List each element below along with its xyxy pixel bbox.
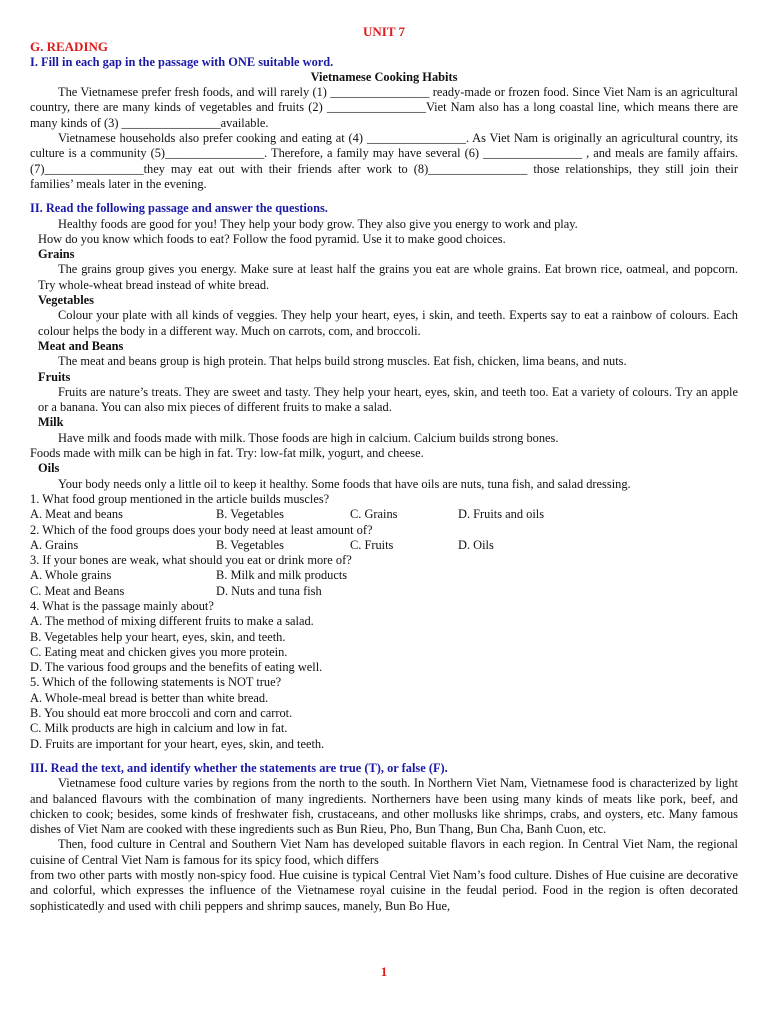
oils-heading: Oils (38, 461, 60, 476)
milk-text-2: Foods made with milk can be high in fat. Try: low-fat milk, yogurt, and cheese. (30, 446, 424, 461)
question-4: 4. What is the passage mainly about? (30, 598, 214, 613)
option-4d: D. The various food groups and the benefits of eating well. (30, 660, 323, 675)
meat-beans-text: The meat and beans group is high protein. That helps build strong muscles. Eat fish, chicken, lima beans, and nuts. (58, 354, 627, 369)
part1-heading: I. Fill in each gap in the passage with ONE suitable word. (30, 54, 334, 69)
milk-heading: Milk (38, 415, 64, 430)
grains-heading: Grains (38, 247, 75, 262)
option-4b: B. Vegetables help your heart, eyes, skin, and teeth. (30, 629, 286, 644)
page-number: 1 (380, 964, 388, 979)
oils-text: Your body needs only a little oil to keep it healthy. Some foods that have oils are nuts, tuna fish, and salad dressing. (58, 476, 631, 491)
question-2: 2. Which of the food groups does your body need at least amount of? (30, 522, 373, 537)
grains-text: The grains group gives you energy. Make sure at least half the grains you eat are whole grains. Eat brown rice, oatmeal, and popcorn. Try whole-wheat bread instead of white bread. (38, 262, 738, 292)
part3-paragraph-2: Then, food culture in Central and Southern Viet Nam has developed suitable flavors in each region. In Central Viet Nam, the regional cuisine of Central Viet Nam is famous for its spicy food, which differs (30, 837, 738, 867)
option-4a: A. The method of mixing different fruits to make a salad. (30, 614, 314, 629)
fruits-heading: Fruits (38, 369, 71, 384)
part1-paragraph-1: The Vietnamese prefer fresh foods, and will rarely (1) ________________ ready-made or frozen food. Since Viet Nam is an agricultural country, there are many kinds of vegetables and fruits (2) ________________Viet Nam also has a long coastal line, which means there are many kinds of (3) ________________available. (30, 85, 738, 130)
option-1c: C. Grains (350, 507, 398, 522)
question-3-options-row-2 (30, 584, 738, 599)
option-3b: B. Milk and milk products (216, 568, 348, 583)
option-1b: B. Vegetables (216, 507, 284, 522)
passage-title: Vietnamese Cooking Habits (310, 69, 458, 84)
option-5a: A. Whole-meal bread is better than white bread. (30, 690, 269, 705)
option-4c: C. Eating meat and chicken gives you more protein. (30, 644, 288, 659)
option-2b: B. Vegetables (216, 537, 284, 552)
part1-paragraph-2: Vietnamese households also prefer cooking and eating at (4) ________________. As Viet Nam is originally an agricultural country, its culture is a community (5)________________. Therefore, a family may have several (6) ________________ , and meals are family affairs. (7)________________they may eat out with their friends after work to (8)________________ those relationships, they still join their families’ meals later in the evening. (30, 131, 738, 191)
option-1a: A. Meat and beans (30, 507, 123, 522)
question-1: 1. What food group mentioned in the article builds muscles? (30, 491, 330, 506)
option-3d: D. Nuts and tuna fish (216, 583, 322, 598)
option-5b: B. You should eat more broccoli and corn and carrot. (30, 706, 293, 721)
part3-heading: III. Read the text, and identify whether the statements are true (T), or false (F). (30, 760, 448, 775)
question-2-options (30, 538, 738, 553)
unit-title: UNIT 7 (362, 24, 406, 39)
section-heading-reading: G. READING (30, 39, 109, 55)
option-2c: C. Fruits (350, 537, 394, 552)
option-5c: C. Milk products are high in calcium and low in fat. (30, 721, 288, 736)
option-3c: C. Meat and Beans (30, 583, 125, 598)
part2-intro-2: How do you know which foods to eat? Follow the food pyramid. Use it to make good choices. (38, 231, 506, 246)
part3-paragraph-3: from two other parts with mostly non-spicy food. Hue cuisine is typical Central Viet Nam’s food culture. Dishes of Hue cuisine are decorative and colorful, which expresses the influence of the Vietnamese royal cuisine in the feudal period. Food in the region is often decorated sophisticatedly and used with chili peppers and shrimp sauces, manely, Bun Bo Hue, (30, 868, 738, 913)
option-1d: D. Fruits and oils (458, 507, 545, 522)
option-2d: D. Oils (458, 537, 494, 552)
milk-text-1: Have milk and foods made with milk. Those foods are high in calcium. Calcium builds strong bones. (58, 430, 559, 445)
fruits-text: Fruits are nature’s treats. They are sweet and tasty. They help your heart, eyes, skin, and teeth too. Eat a variety of colours. Try an apple or a banana. You can also mix pieces of different fruits to make a salad. (38, 384, 738, 415)
vegetables-text: Colour your plate with all kinds of veggies. They help your heart, eyes, і skin, and teeth. Experts say to eat a rainbow of colours. Each colour helps the body in a different way. Much on carrots, com, and broccoli. (38, 308, 738, 338)
question-3-options-row-1 (30, 568, 738, 583)
meat-beans-heading: Meat and Beans (38, 338, 124, 353)
part2-intro-1: Healthy foods are good for you! They help your body grow. They also give you energy to work and play. (58, 216, 578, 231)
option-3a: A. Whole grains (30, 568, 112, 583)
vegetables-heading: Vegetables (38, 293, 94, 308)
option-5d: D. Fruits are important for your heart, eyes, skin, and teeth. (30, 736, 325, 751)
part3-paragraph-1: Vietnamese food culture varies by regions from the north to the south. In Northern Viet Nam, Vietnamese food is characterized by light and balanced flavours with the combination of many ingredients. Northerners have been using many kinds of meats like pork, beef, and chicken to cook; besides, some kinds of freshwater fish, crustaceans, and other mollusks like shrimps, crabs, and oysters, etc. Many famous dishes of Viet Nam are cooked with these ingredients such as Bun Rieu, Pho, Bun Thang, Bun Cha, Banh Cuon, etc. (30, 776, 738, 837)
question-5: 5. Which of the following statements is NOT true? (30, 675, 282, 690)
question-1-options (30, 507, 738, 522)
part2-heading: II. Read the following passage and answer the questions. (30, 201, 328, 216)
document-page (30, 24, 738, 914)
question-3: 3. If your bones are weak, what should you eat or drink more of? (30, 553, 352, 568)
option-2a: A. Grains (30, 537, 79, 552)
